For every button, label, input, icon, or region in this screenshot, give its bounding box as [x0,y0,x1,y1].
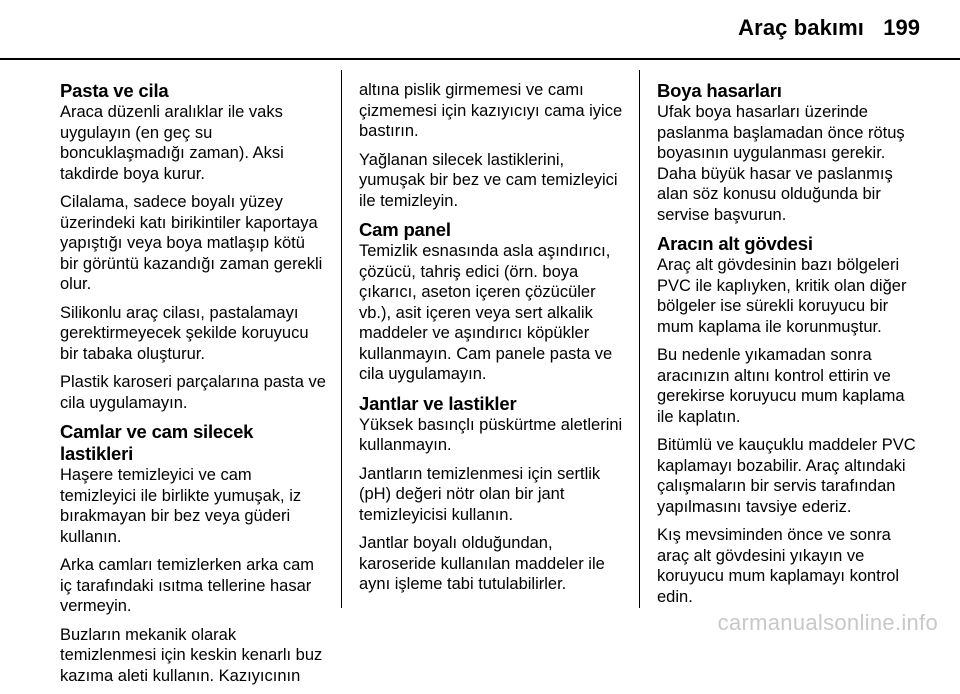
paragraph: Kış mevsiminden önce ve sonra araç alt gövdesini yıkayın ve koruyucu mum kaplamayı kontrol edin. [657,526,900,606]
section-cam-panel [359,219,625,385]
section-heading: Pasta ve cila [60,80,169,101]
section-heading: Camlar ve cam silecek lastikleri [60,421,254,464]
section-camlar [60,421,326,686]
paragraph: Temizlik esnasında asla aşındırıcı, çözücü, tahriş edici (örn. boya çıkarıcı, aseton içeren çözücüler vb.), asit içeren veya sert alkalik maddeler ve aşındırıcı köpükler kullanmayın. Cam panele pasta ve cila uygulamayın. [359,242,613,383]
paragraph: Haşere temizleyici ve cam temizleyici ile birlikte yumuşak, iz bırakmayan bir bez veya güderi kullanın. [60,466,302,546]
paragraph: Araç alt gövdesinin bazı bölgeleri PVC ile kaplıyken, kritik olan diğer bölgeler ise sürekli koruyucu bir mum kaplama ile korunmuştur. [657,256,907,336]
paragraph: Jantlar boyalı olduğundan, karoseride kullanılan maddeler ile aynı işleme tabi tutulabilirler. [359,534,605,593]
section-continuation [359,80,625,211]
section-pasta-ve-cila [60,80,326,413]
section-jantlar [359,393,625,595]
paragraph: Bitümlü ve kauçuklu maddeler PVC kaplamayı bozabilir. Araç altındaki çalışmaların bir servis tarafından yapılmasını tavsiye ederiz. [657,436,916,516]
section-boya-hasarlari [657,80,923,225]
section-heading: Jantlar ve lastikler [359,392,517,414]
paragraph: altına pislik girmemesi ve camı çizmemesi için kazıyıcıyı cama iyice bastırın. [359,81,623,140]
page-number: 199 [883,15,920,40]
section-heading: Boya hasarları [657,80,782,101]
column-1 [60,80,326,694]
paragraph: Cilalama, sadece boyalı yüzey üzerindeki katı birikintiler kaportaya yapıştığı veya boya matlaşıp kötü bir görüntü kazandığı zaman gerekli olur. [60,193,323,293]
paragraph: Yüksek basınçlı püskürtme aletlerini kullanmayın. [359,415,623,454]
paragraph: Plastik karoseri parçalarına pasta ve cila uygulamayın. [60,373,326,412]
section-alt-govde [657,233,923,607]
paragraph: Silikonlu araç cilası, pastalamayı gerektirmeyecek şekilde koruyucu bir tabaka oluşturur. [60,303,309,363]
column-divider-1 [341,70,342,608]
column-divider-2 [639,70,640,608]
paragraph: Ufak boya hasarları üzerinde paslanma başlamadan önce rötuş boyasının uygulanması gerekir. Daha büyük hasar ve paslanmış alan söz konusu olduğunda bir servise başvurun. [657,103,905,224]
column-3 [657,80,923,615]
paragraph: Yağlanan silecek lastiklerini, yumuşak bir bez ve cam temizleyici ile temizleyin. [359,150,618,210]
paragraph: Bu nedenle yıkamadan sonra aracınızın altını kontrol ettirin ve gerekirse koruyucu mum kaplama ile kaplatın. [657,346,905,426]
paragraph: Araca düzenli aralıklar ile vaks uygulayın (en geç su boncuklaşmadığı zaman). Aksi takdirde boya kurur. [60,103,284,183]
column-2 [359,80,625,603]
section-heading: Cam panel [359,219,451,240]
paragraph: Jantların temizlenmesi için sertlik (pH) değeri nötr olan bir jant temizleyicisi kullanın. [359,464,601,524]
watermark: carmanualsonline.info [717,610,938,635]
chapter-title: Araç bakımı [738,15,864,40]
page-header [0,0,960,62]
paragraph: Buzların mekanik olarak temizlenmesi için keskin kenarlı buz kazıma aleti kullanın. Kazıyıcının [60,625,323,685]
paragraph: Arka camları temizlerken arka cam iç tarafındaki ısıtma tellerine hasar vermeyin. [60,556,314,615]
section-heading: Aracın alt gövdesi [657,233,813,254]
header-divider [0,58,960,60]
